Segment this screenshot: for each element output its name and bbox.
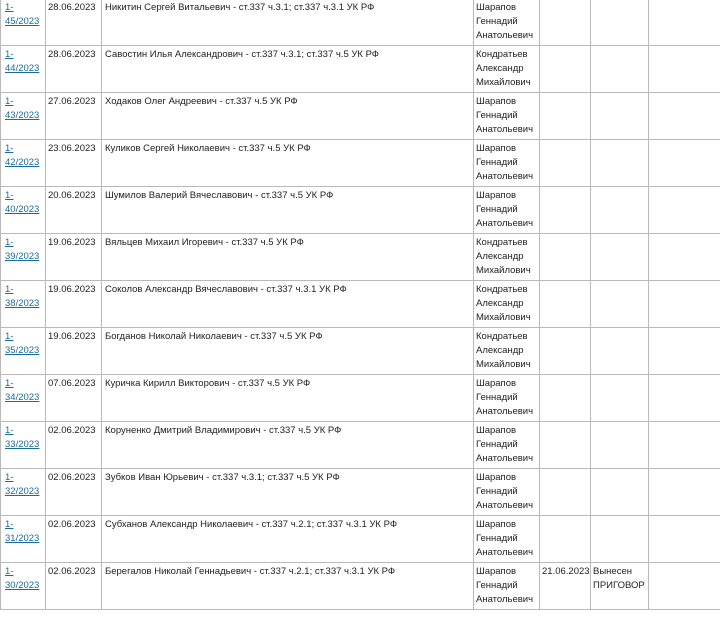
case-number-cell — [1, 422, 46, 469]
decision-result — [591, 281, 649, 328]
table-row — [1, 469, 720, 516]
case-number-link[interactable]: 1- 39/2023 — [5, 237, 40, 262]
defendant-info: Берегалов Николай Геннадьевич - ст.337 ч.2.1; ст.337 ч.3.1 УК РФ — [102, 563, 474, 610]
decision-result — [591, 328, 649, 375]
decision-date — [540, 0, 591, 46]
defendant-info: Коруненко Дмитрий Владимирович - ст.337 ч.5 УК РФ — [102, 422, 474, 469]
decision-date — [540, 281, 591, 328]
judge-name: Шарапов Геннадий Анатольевич — [474, 563, 540, 610]
case-number-link[interactable]: 1- 33/2023 — [5, 425, 40, 450]
decision-date — [540, 375, 591, 422]
table-row — [1, 563, 720, 610]
receipt-date: 19.06.2023 — [46, 328, 102, 375]
case-number-cell — [1, 375, 46, 422]
case-number-link[interactable]: 1- 30/2023 — [5, 566, 40, 591]
defendant-info: Савостин Илья Александрович - ст.337 ч.3.1; ст.337 ч.5 УК РФ — [102, 46, 474, 93]
table-row — [1, 375, 720, 422]
defendant-info: Богданов Николай Николаевич - ст.337 ч.5 УК РФ — [102, 328, 474, 375]
empty-cell — [649, 469, 720, 516]
receipt-date: 19.06.2023 — [46, 234, 102, 281]
decision-date — [540, 46, 591, 93]
case-number-link[interactable]: 1- 42/2023 — [5, 143, 40, 168]
case-number-link[interactable]: 1- 35/2023 — [5, 331, 40, 356]
defendant-info: Вяльцев Михаил Игоревич - ст.337 ч.5 УК РФ — [102, 234, 474, 281]
receipt-date: 02.06.2023 — [46, 516, 102, 563]
table-row — [1, 0, 720, 46]
case-number-link[interactable]: 1- 45/2023 — [5, 2, 40, 27]
defendant-info: Ходаков Олег Андреевич - ст.337 ч.5 УК РФ — [102, 93, 474, 140]
receipt-date: 27.06.2023 — [46, 93, 102, 140]
judge-name: Шарапов Геннадий Анатольевич — [474, 93, 540, 140]
case-number-cell — [1, 469, 46, 516]
judge-name: Кондратьев Александр Михайлович — [474, 281, 540, 328]
receipt-date: 23.06.2023 — [46, 140, 102, 187]
decision-result — [591, 422, 649, 469]
empty-cell — [649, 516, 720, 563]
table-row — [1, 93, 720, 140]
decision-result — [591, 140, 649, 187]
decision-result — [591, 46, 649, 93]
judge-name: Шарапов Геннадий Анатольевич — [474, 516, 540, 563]
empty-cell — [649, 187, 720, 234]
empty-cell — [649, 0, 720, 46]
case-number-cell — [1, 46, 46, 93]
empty-cell — [649, 140, 720, 187]
case-number-link[interactable]: 1- 44/2023 — [5, 49, 40, 74]
decision-date — [540, 234, 591, 281]
empty-cell — [649, 93, 720, 140]
receipt-date: 28.06.2023 — [46, 0, 102, 46]
case-number-cell — [1, 234, 46, 281]
defendant-info: Шумилов Валерий Вячеславович - ст.337 ч.5 УК РФ — [102, 187, 474, 234]
case-number-cell — [1, 516, 46, 563]
defendant-info: Субханов Александр Николаевич - ст.337 ч.2.1; ст.337 ч.3.1 УК РФ — [102, 516, 474, 563]
receipt-date: 02.06.2023 — [46, 469, 102, 516]
decision-result — [591, 516, 649, 563]
empty-cell — [649, 422, 720, 469]
defendant-info: Никитин Сергей Витальевич - ст.337 ч.3.1; ст.337 ч.3.1 УК РФ — [102, 0, 474, 46]
receipt-date: 02.06.2023 — [46, 563, 102, 610]
receipt-date: 19.06.2023 — [46, 281, 102, 328]
case-number-cell — [1, 187, 46, 234]
decision-result — [591, 234, 649, 281]
table-row — [1, 187, 720, 234]
case-number-link[interactable]: 1- 31/2023 — [5, 519, 40, 544]
judge-name: Шарапов Геннадий Анатольевич — [474, 375, 540, 422]
receipt-date: 02.06.2023 — [46, 422, 102, 469]
decision-result — [591, 375, 649, 422]
judge-name: Кондратьев Александр Михайлович — [474, 234, 540, 281]
decision-result — [591, 469, 649, 516]
case-number-cell — [1, 93, 46, 140]
judge-name: Шарапов Геннадий Анатольевич — [474, 422, 540, 469]
defendant-info: Соколов Александр Вячеславович - ст.337 ч.3.1 УК РФ — [102, 281, 474, 328]
decision-date — [540, 422, 591, 469]
empty-cell — [649, 234, 720, 281]
table-row — [1, 516, 720, 563]
decision-date — [540, 93, 591, 140]
table-row — [1, 328, 720, 375]
empty-cell — [649, 46, 720, 93]
case-number-cell — [1, 281, 46, 328]
case-number-cell — [1, 328, 46, 375]
table-row — [1, 234, 720, 281]
empty-cell — [649, 563, 720, 610]
defendant-info: Куликов Сергей Николаевич - ст.337 ч.5 УК РФ — [102, 140, 474, 187]
decision-date — [540, 469, 591, 516]
receipt-date: 20.06.2023 — [46, 187, 102, 234]
case-number-cell — [1, 140, 46, 187]
decision-result — [591, 93, 649, 140]
receipt-date: 28.06.2023 — [46, 46, 102, 93]
defendant-info: Куричка Кирилл Викторович - ст.337 ч.5 УК РФ — [102, 375, 474, 422]
decision-date — [540, 516, 591, 563]
decision-result — [591, 0, 649, 46]
empty-cell — [649, 375, 720, 422]
judge-name: Кондратьев Александр Михайлович — [474, 46, 540, 93]
judge-name: Шарапов Геннадий Анатольевич — [474, 0, 540, 46]
judge-name: Кондратьев Александр Михайлович — [474, 328, 540, 375]
case-number-link[interactable]: 1- 34/2023 — [5, 378, 40, 403]
table-row — [1, 422, 720, 469]
judge-name: Шарапов Геннадий Анатольевич — [474, 187, 540, 234]
judge-name: Шарапов Геннадий Анатольевич — [474, 469, 540, 516]
decision-result — [591, 187, 649, 234]
decision-date — [540, 328, 591, 375]
case-number-link[interactable]: 1- 43/2023 — [5, 96, 40, 121]
case-number-link[interactable]: 1- 32/2023 — [5, 472, 40, 497]
decision-result: Вынесен ПРИГОВОР — [591, 563, 649, 610]
judge-name: Шарапов Геннадий Анатольевич — [474, 140, 540, 187]
decision-date — [540, 140, 591, 187]
defendant-info: Зубков Иван Юрьевич - ст.337 ч.3.1; ст.337 ч.5 УК РФ — [102, 469, 474, 516]
decision-date — [540, 187, 591, 234]
case-number-link[interactable]: 1- 38/2023 — [5, 284, 40, 309]
table-row — [1, 281, 720, 328]
case-number-cell — [1, 563, 46, 610]
empty-cell — [649, 281, 720, 328]
case-number-link[interactable]: 1- 40/2023 — [5, 190, 40, 215]
table-row — [1, 46, 720, 93]
decision-date: 21.06.2023 — [540, 563, 591, 610]
case-number-cell — [1, 0, 46, 46]
receipt-date: 07.06.2023 — [46, 375, 102, 422]
empty-cell — [649, 328, 720, 375]
table-row — [1, 140, 720, 187]
